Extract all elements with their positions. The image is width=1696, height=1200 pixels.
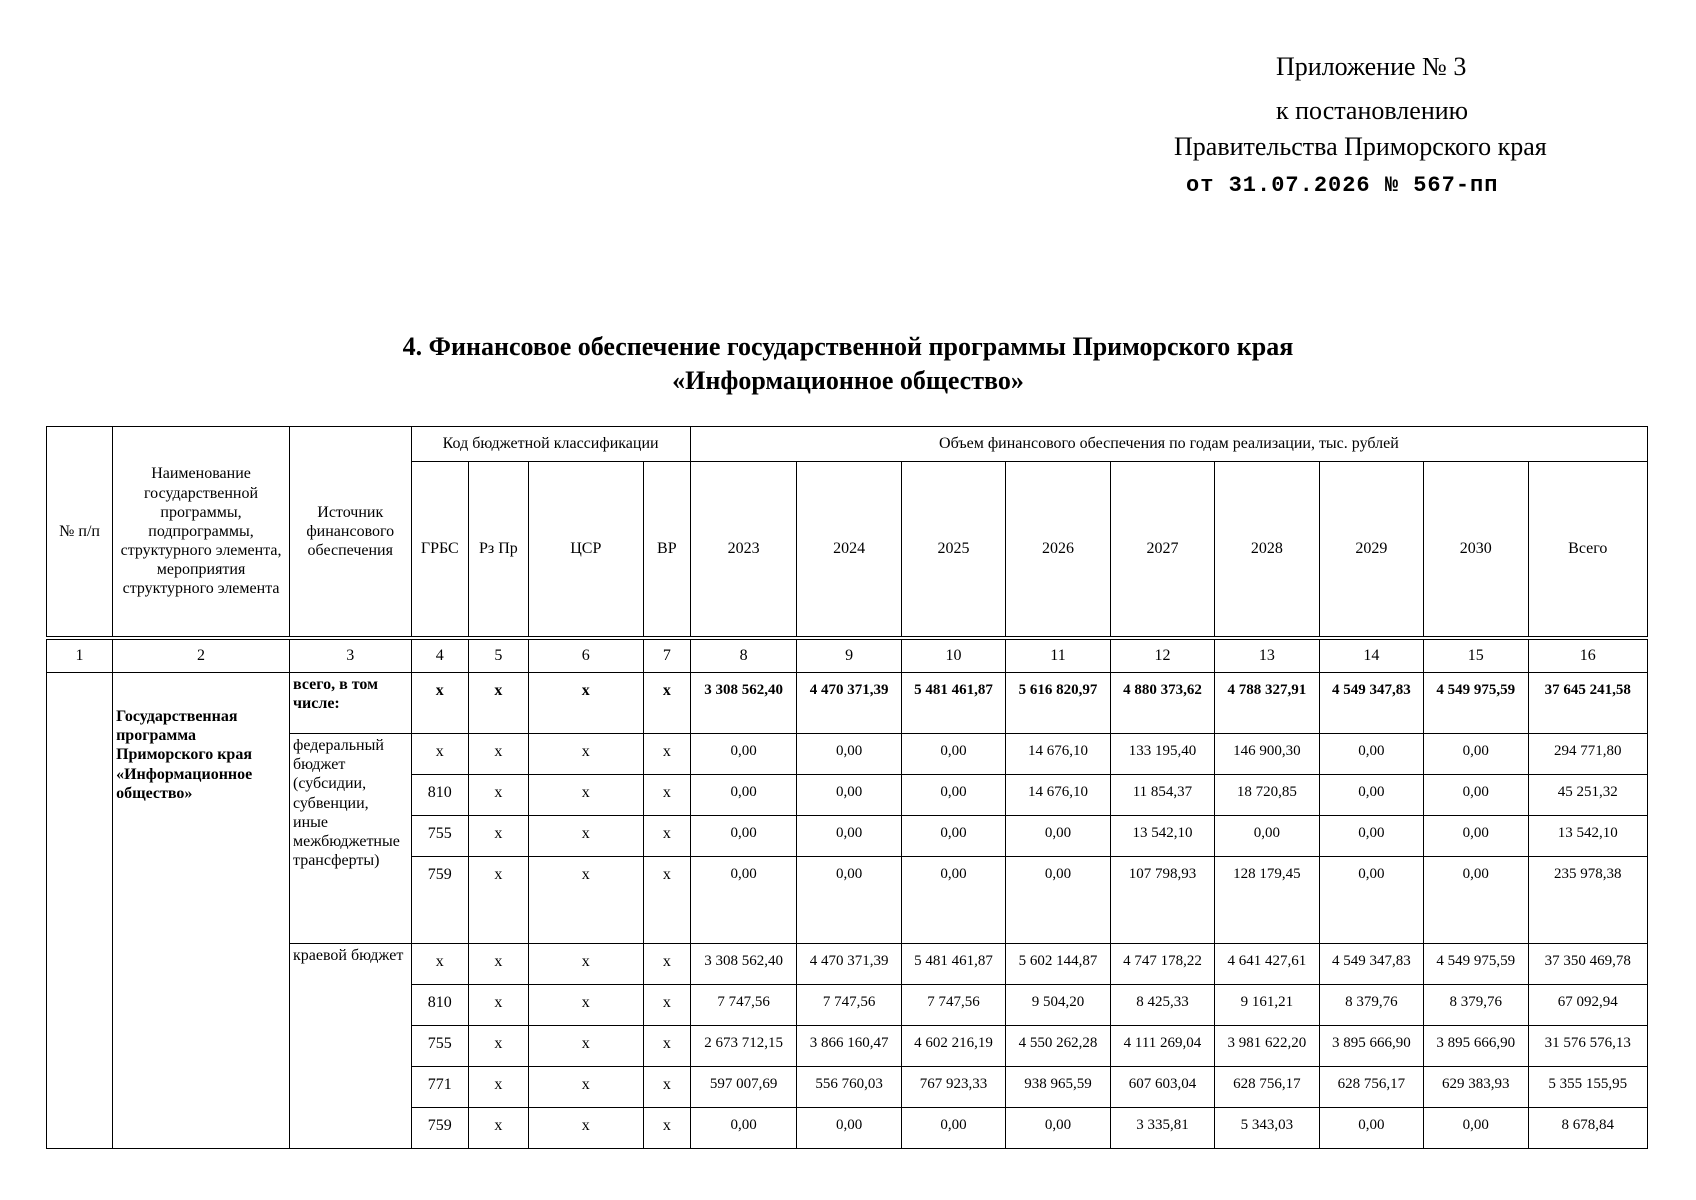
value-total: 37 645 241,58 xyxy=(1528,673,1647,734)
grbs-code: 771 xyxy=(411,1067,469,1108)
value-year: 938 965,59 xyxy=(1006,1067,1110,1108)
value-year: 4 550 262,28 xyxy=(1006,1026,1110,1067)
csr-code: x xyxy=(528,944,643,985)
csr-code: x xyxy=(528,985,643,1026)
value-year: 4 641 427,61 xyxy=(1215,944,1319,985)
value-year: 4 470 371,39 xyxy=(797,673,901,734)
value-year: 0,00 xyxy=(1319,857,1423,944)
value-year: 0,00 xyxy=(1006,857,1110,944)
value-year: 0,00 xyxy=(797,775,901,816)
appendix-reference: к постановлению xyxy=(1276,96,1469,125)
column-number-16: 16 xyxy=(1528,640,1647,673)
column-number-1: 1 xyxy=(47,640,113,673)
value-year: 7 747,56 xyxy=(901,985,1005,1026)
value-year: 4 549 975,59 xyxy=(1424,944,1528,985)
rzpr-code: x xyxy=(469,734,529,775)
value-year: 0,00 xyxy=(1006,1108,1110,1149)
vr-code: x xyxy=(643,734,690,775)
value-year: 4 788 327,91 xyxy=(1215,673,1319,734)
value-year: 4 602 216,19 xyxy=(901,1026,1005,1067)
value-year: 3 981 622,20 xyxy=(1215,1026,1319,1067)
value-year: 8 379,76 xyxy=(1424,985,1528,1026)
table-row xyxy=(47,673,1648,734)
value-year: 5 616 820,97 xyxy=(1006,673,1110,734)
value-year: 0,00 xyxy=(1319,775,1423,816)
header-vr: ВР xyxy=(643,462,690,637)
value-year: 5 602 144,87 xyxy=(1006,944,1110,985)
column-number-7: 7 xyxy=(643,640,690,673)
header-grbs: ГРБС xyxy=(411,462,469,637)
value-year: 14 676,10 xyxy=(1006,734,1110,775)
value-year: 4 549 975,59 xyxy=(1424,673,1528,734)
value-year: 0,00 xyxy=(797,857,901,944)
header-year-2024: 2024 xyxy=(797,462,901,637)
rzpr-code: x xyxy=(469,1026,529,1067)
value-total: 45 251,32 xyxy=(1528,775,1647,816)
vr-code: x xyxy=(643,944,690,985)
source-regional: краевой бюджет xyxy=(290,944,412,1149)
value-year: 0,00 xyxy=(690,775,797,816)
csr-code: x xyxy=(528,673,643,734)
appendix-date-number: от 31.07.2026 № 567-пп xyxy=(1186,173,1499,198)
grbs-code: x xyxy=(411,734,469,775)
value-year: 556 760,03 xyxy=(797,1067,901,1108)
column-number-11: 11 xyxy=(1006,640,1110,673)
header-year-2025: 2025 xyxy=(901,462,1005,637)
csr-code: x xyxy=(528,1108,643,1149)
value-year: 0,00 xyxy=(901,775,1005,816)
value-year: 4 470 371,39 xyxy=(797,944,901,985)
grbs-code: 755 xyxy=(411,816,469,857)
header-year-2030: 2030 xyxy=(1424,462,1528,637)
value-year: 0,00 xyxy=(1319,816,1423,857)
value-year: 0,00 xyxy=(1006,816,1110,857)
value-total: 235 978,38 xyxy=(1528,857,1647,944)
header-total: Всего xyxy=(1528,462,1647,637)
column-number-3: 3 xyxy=(290,640,412,673)
rzpr-code: x xyxy=(469,944,529,985)
grbs-code: 755 xyxy=(411,1026,469,1067)
value-year: 0,00 xyxy=(797,734,901,775)
source-federal: федеральный бюджет (субсидии, субвенции, иные межбюджетные трансферты) xyxy=(290,734,412,944)
column-number-14: 14 xyxy=(1319,640,1423,673)
header-year-2026: 2026 xyxy=(1006,462,1110,637)
value-year: 607 603,04 xyxy=(1110,1067,1214,1108)
value-year: 3 335,81 xyxy=(1110,1108,1214,1149)
value-year: 0,00 xyxy=(797,816,901,857)
vr-code: x xyxy=(643,1108,690,1149)
value-year: 146 900,30 xyxy=(1215,734,1319,775)
csr-code: x xyxy=(528,734,643,775)
column-number-10: 10 xyxy=(901,640,1005,673)
value-year: 4 747 178,22 xyxy=(1110,944,1214,985)
value-year: 5 481 461,87 xyxy=(901,673,1005,734)
value-year: 0,00 xyxy=(901,734,1005,775)
source-total: всего, в том числе: xyxy=(290,673,412,734)
rzpr-code: x xyxy=(469,985,529,1026)
value-year: 3 308 562,40 xyxy=(690,673,797,734)
document-title xyxy=(0,330,1696,398)
value-total: 5 355 155,95 xyxy=(1528,1067,1647,1108)
column-number-row xyxy=(47,640,1648,673)
value-year: 128 179,45 xyxy=(1215,857,1319,944)
grbs-code: x xyxy=(411,944,469,985)
grbs-code: x xyxy=(411,673,469,734)
row-number-cell xyxy=(47,673,113,1149)
value-year: 9 161,21 xyxy=(1215,985,1319,1026)
header-year-2028: 2028 xyxy=(1215,462,1319,637)
value-year: 3 308 562,40 xyxy=(690,944,797,985)
header-volume: Объем финансового обеспечения по годам реализации, тыс. рублей xyxy=(690,427,1647,462)
value-year: 0,00 xyxy=(690,857,797,944)
appendix-number: Приложение № 3 xyxy=(1276,52,1467,81)
value-year: 133 195,40 xyxy=(1110,734,1214,775)
value-year: 0,00 xyxy=(690,1108,797,1149)
value-year: 0,00 xyxy=(690,816,797,857)
value-year: 3 866 160,47 xyxy=(797,1026,901,1067)
value-year: 3 895 666,90 xyxy=(1319,1026,1423,1067)
value-year: 0,00 xyxy=(1319,1108,1423,1149)
value-year: 3 895 666,90 xyxy=(1424,1026,1528,1067)
value-total: 8 678,84 xyxy=(1528,1108,1647,1149)
value-year: 4 111 269,04 xyxy=(1110,1026,1214,1067)
rzpr-code: x xyxy=(469,857,529,944)
csr-code: x xyxy=(528,1026,643,1067)
grbs-code: 759 xyxy=(411,857,469,944)
value-year: 9 504,20 xyxy=(1006,985,1110,1026)
header-year-2029: 2029 xyxy=(1319,462,1423,637)
value-year: 0,00 xyxy=(901,857,1005,944)
value-year: 597 007,69 xyxy=(690,1067,797,1108)
rzpr-code: x xyxy=(469,775,529,816)
value-year: 0,00 xyxy=(1319,734,1423,775)
value-year: 7 747,56 xyxy=(690,985,797,1026)
column-number-6: 6 xyxy=(528,640,643,673)
value-year: 4 880 373,62 xyxy=(1110,673,1214,734)
value-year: 8 425,33 xyxy=(1110,985,1214,1026)
header-num: № п/п xyxy=(47,427,113,637)
value-year: 8 379,76 xyxy=(1319,985,1423,1026)
value-year: 629 383,93 xyxy=(1424,1067,1528,1108)
value-year: 0,00 xyxy=(690,734,797,775)
grbs-code: 810 xyxy=(411,775,469,816)
header-source: Источник финансового обеспечения xyxy=(290,427,412,637)
value-year: 107 798,93 xyxy=(1110,857,1214,944)
rzpr-code: x xyxy=(469,673,529,734)
program-name: Государственная программа Приморского края «Информационное общество» xyxy=(113,673,290,1149)
value-year: 628 756,17 xyxy=(1319,1067,1423,1108)
value-year: 0,00 xyxy=(797,1108,901,1149)
value-total: 13 542,10 xyxy=(1528,816,1647,857)
vr-code: x xyxy=(643,1026,690,1067)
value-year: 0,00 xyxy=(1424,816,1528,857)
value-year: 11 854,37 xyxy=(1110,775,1214,816)
value-year: 4 549 347,83 xyxy=(1319,944,1423,985)
vr-code: x xyxy=(643,816,690,857)
value-year: 14 676,10 xyxy=(1006,775,1110,816)
value-year: 767 923,33 xyxy=(901,1067,1005,1108)
value-total: 31 576 576,13 xyxy=(1528,1026,1647,1067)
value-total: 37 350 469,78 xyxy=(1528,944,1647,985)
header-kbk: Код бюджетной классификации xyxy=(411,427,690,462)
vr-code: x xyxy=(643,673,690,734)
header-rzpr: Рз Пр xyxy=(469,462,529,637)
column-number-13: 13 xyxy=(1215,640,1319,673)
csr-code: x xyxy=(528,816,643,857)
grbs-code: 810 xyxy=(411,985,469,1026)
column-number-9: 9 xyxy=(797,640,901,673)
header-csr: ЦСР xyxy=(528,462,643,637)
csr-code: x xyxy=(528,775,643,816)
value-year: 0,00 xyxy=(1424,775,1528,816)
value-year: 5 481 461,87 xyxy=(901,944,1005,985)
column-number-12: 12 xyxy=(1110,640,1214,673)
vr-code: x xyxy=(643,775,690,816)
column-number-4: 4 xyxy=(411,640,469,673)
value-year: 2 673 712,15 xyxy=(690,1026,797,1067)
column-number-15: 15 xyxy=(1424,640,1528,673)
value-year: 0,00 xyxy=(1424,734,1528,775)
header-year-2027: 2027 xyxy=(1110,462,1214,637)
rzpr-code: x xyxy=(469,1108,529,1149)
column-number-5: 5 xyxy=(469,640,529,673)
rzpr-code: x xyxy=(469,816,529,857)
value-year: 0,00 xyxy=(1424,857,1528,944)
grbs-code: 759 xyxy=(411,1108,469,1149)
header-row-1 xyxy=(47,427,1648,462)
value-year: 0,00 xyxy=(1215,816,1319,857)
appendix-authority: Правительства Приморского края xyxy=(1174,132,1547,161)
financing-table xyxy=(46,426,1648,1149)
csr-code: x xyxy=(528,857,643,944)
document-title-line-1: 4. Финансовое обеспечение государственной программы Приморского края xyxy=(402,332,1294,361)
document-title-line-2: «Информационное общество» xyxy=(672,365,1024,395)
header-name: Наименование государственной программы, подпрограммы, структурного элемента, мероприятия структурного элемента xyxy=(113,427,290,637)
header-year-2023: 2023 xyxy=(690,462,797,637)
value-total: 67 092,94 xyxy=(1528,985,1647,1026)
value-year: 4 549 347,83 xyxy=(1319,673,1423,734)
value-year: 0,00 xyxy=(1424,1108,1528,1149)
value-year: 0,00 xyxy=(901,816,1005,857)
value-year: 628 756,17 xyxy=(1215,1067,1319,1108)
vr-code: x xyxy=(643,1067,690,1108)
value-year: 5 343,03 xyxy=(1215,1108,1319,1149)
rzpr-code: x xyxy=(469,1067,529,1108)
vr-code: x xyxy=(643,857,690,944)
column-number-8: 8 xyxy=(690,640,797,673)
column-number-2: 2 xyxy=(113,640,290,673)
csr-code: x xyxy=(528,1067,643,1108)
value-year: 0,00 xyxy=(901,1108,1005,1149)
value-total: 294 771,80 xyxy=(1528,734,1647,775)
vr-code: x xyxy=(643,985,690,1026)
value-year: 18 720,85 xyxy=(1215,775,1319,816)
value-year: 7 747,56 xyxy=(797,985,901,1026)
value-year: 13 542,10 xyxy=(1110,816,1214,857)
